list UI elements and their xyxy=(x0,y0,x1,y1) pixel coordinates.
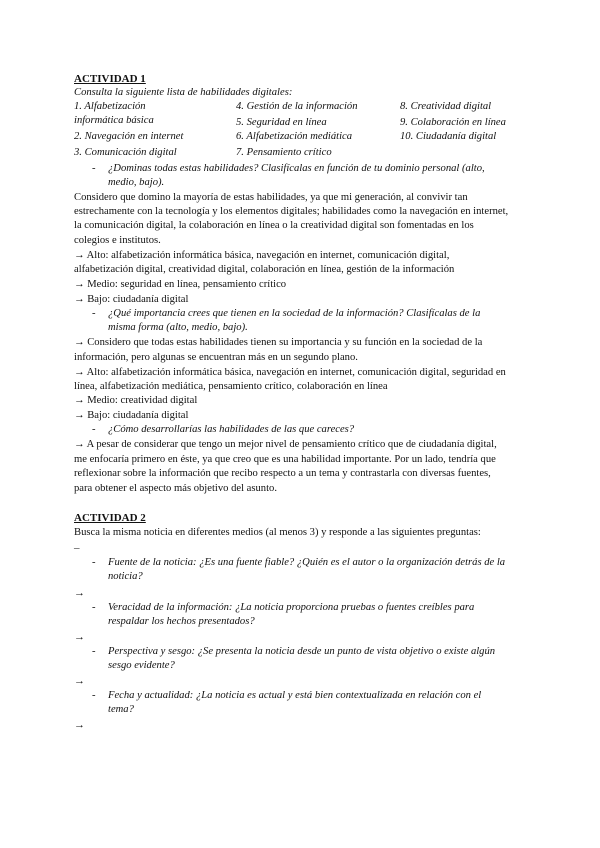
activity2-question-4 xyxy=(108,689,528,717)
activity2-question-3 xyxy=(108,645,528,673)
list-bullet: - xyxy=(92,424,96,435)
answer-3-line: reflexionar sobre la información que recibo respecto a un tema y contrastarla con diversas fuentes, xyxy=(74,468,491,479)
answer-2-line: línea, alfabetización mediática, pensamiento crítico, colaboración en línea xyxy=(74,381,388,392)
answer-marker: – xyxy=(74,542,80,554)
skill-item: 6. Alfabetización mediática xyxy=(236,131,353,142)
activity2-question-line: respaldar los hechos presentados? xyxy=(108,616,255,627)
list-bullet: - xyxy=(92,163,96,174)
activity2-question-line: sesgo evidente? xyxy=(108,660,175,671)
answer-2-line: → Medio: creatividad digital xyxy=(74,395,198,406)
answer-2-line: información, pero algunas se encuentran más en un segundo plano. xyxy=(74,352,358,363)
answer-1-line: → Medio: seguridad en línea, pensamiento crítico xyxy=(74,279,287,290)
answer-1-line: colegios e institutos. xyxy=(74,235,161,246)
answer-1-line: alfabetización digital, creatividad digital, colaboración en línea, gestión de la información xyxy=(74,264,455,275)
answer-2-line: → Alto: alfabetización informática básica, navegación en internet, comunicación digital, seguridad en xyxy=(74,367,506,378)
answer-1-line: → Alto: alfabetización informática básica, navegación en internet, comunicación digital, xyxy=(74,250,450,261)
question-1 xyxy=(108,162,528,190)
activity2-question-line: tema? xyxy=(108,704,134,715)
activity1-heading: ACTIVIDAD 1 xyxy=(74,73,146,85)
answer-arrow: → xyxy=(74,587,85,599)
answer-2-line: → Considero que todas estas habilidades tienen su importancia y su función en la sociedad de la xyxy=(74,337,483,348)
skill-item: 4. Gestión de la información xyxy=(236,101,358,112)
activity2-question-2 xyxy=(108,601,528,629)
answer-1-line: la comunicación digital, la colaboración en línea o la creatividad digital son fomentadas en los xyxy=(74,220,474,231)
question-1-line: ¿Dominas todas estas habilidades? Clasifícalas en función de tu dominio personal (alto, xyxy=(108,163,485,174)
question-2-line: misma forma (alto, medio, bajo). xyxy=(108,322,248,333)
list-bullet: - xyxy=(92,308,96,319)
activity2-question-line: Fecha y actualidad: ¿La noticia es actual y está bien contextualizada en relación con el xyxy=(108,690,482,701)
answer-1-line: estrechamente con la tecnología y los elementos digitales; habilidades como la navegación en internet, xyxy=(74,206,509,217)
answer-3-line: me enfocaría primero en éste, ya que creo que es una habilidad importante. Por un lado, tendría que xyxy=(74,454,496,465)
list-bullet: - xyxy=(92,602,96,613)
skill-item: 3. Comunicación digital xyxy=(74,147,177,158)
answer-arrow: → xyxy=(74,675,85,687)
answer-arrow: → xyxy=(74,631,85,643)
skill-item: 5. Seguridad en línea xyxy=(236,117,327,128)
activity2-question-line: Veracidad de la información: ¿La noticia proporciona pruebas o fuentes creíbles para xyxy=(108,602,475,613)
skill-item: 8. Creatividad digital xyxy=(400,101,492,112)
activity2-question-line: Fuente de la noticia: ¿Es una fuente fiable? ¿Quién es el autor o la organización detrás de la xyxy=(108,557,506,568)
skill-item: 10. Ciudadanía digital xyxy=(400,131,497,142)
activity2-question-line: Perspectiva y sesgo: ¿Se presenta la noticia desde un punto de vista objetivo o existe algún xyxy=(108,646,496,657)
answer-3-line: para obtener el aspecto más objetivo del asunto. xyxy=(74,483,277,494)
question-3: ¿Cómo desarrollarías las habilidades de las que careces? xyxy=(108,424,355,435)
activity2-question-line: noticia? xyxy=(108,571,143,582)
list-bullet: - xyxy=(92,690,96,701)
activity1-instruction: Consulta la siguiente lista de habilidades digitales: xyxy=(74,87,293,98)
answer-2-line: → Bajo: ciudadanía digital xyxy=(74,410,189,421)
skill-item: 1. Alfabetización xyxy=(74,101,146,112)
answer-1-line: → Bajo: ciudadanía digital xyxy=(74,294,189,305)
activity2-instruction: Busca la misma noticia en diferentes medios (al menos 3) y responde a las siguientes preguntas: xyxy=(74,527,481,538)
list-bullet: - xyxy=(92,646,96,657)
skill-item: 7. Pensamiento crítico xyxy=(236,147,332,158)
list-bullet: - xyxy=(92,557,96,568)
answer-3-line: → A pesar de considerar que tengo un mejor nivel de pensamiento crítico que de ciudadanía digital, xyxy=(74,439,497,450)
activity2-question-1 xyxy=(108,556,528,584)
skill-item: 9. Colaboración en línea xyxy=(400,117,506,128)
question-2 xyxy=(108,307,528,335)
answer-1-line: Considero que domino la mayoría de estas habilidades, ya que mi generación, al convivir tan xyxy=(74,192,468,203)
skill-item: 2. Navegación en internet xyxy=(74,131,184,142)
answer-arrow: → xyxy=(74,719,85,731)
question-1-line: medio, bajo). xyxy=(108,177,165,188)
question-2-line: ¿Qué importancia crees que tienen en la sociedad de la información? Clasifícalas de la xyxy=(108,308,481,319)
skill-item: informática básica xyxy=(74,115,154,126)
activity2-heading: ACTIVIDAD 2 xyxy=(74,512,146,524)
